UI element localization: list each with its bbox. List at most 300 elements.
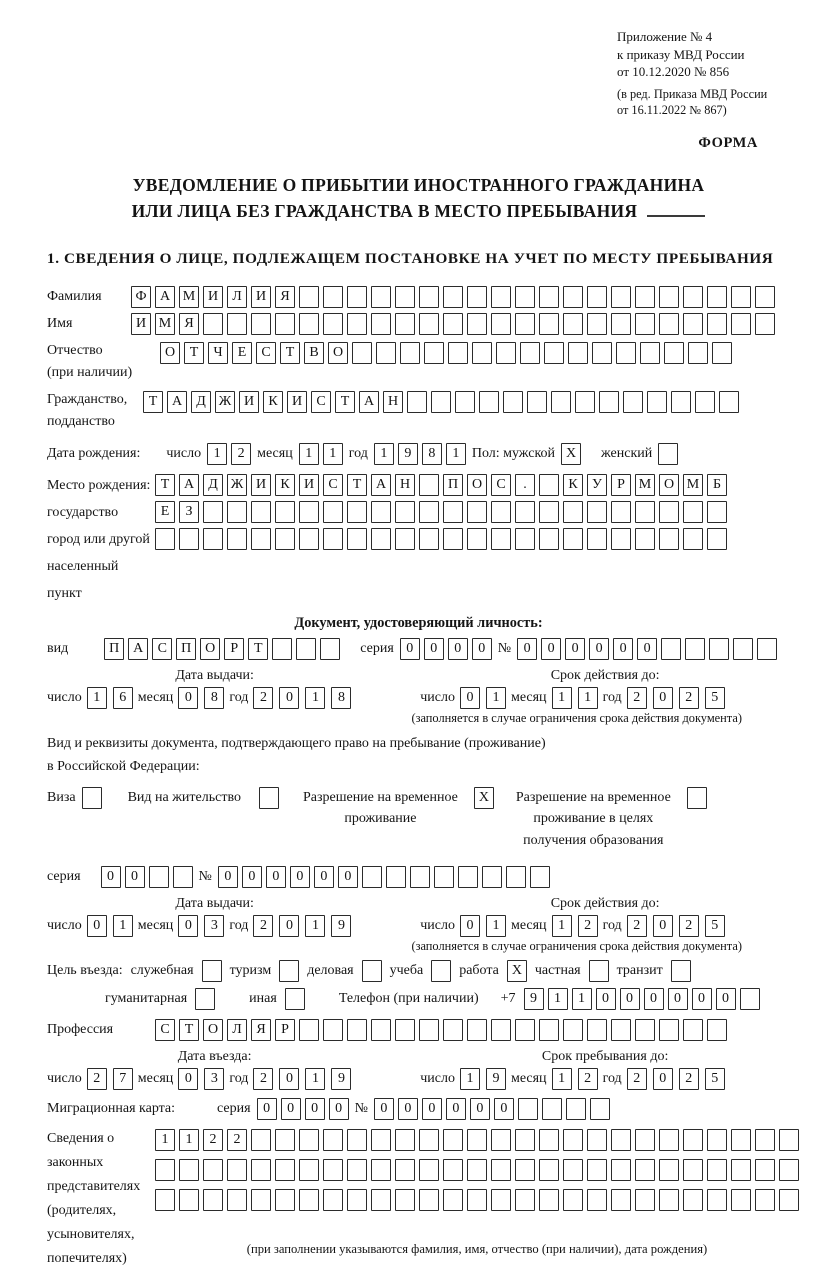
- char-cell[interactable]: 1: [305, 687, 325, 709]
- char-cell[interactable]: 0: [637, 638, 657, 660]
- char-cell[interactable]: [587, 1129, 607, 1151]
- char-cell[interactable]: О: [467, 474, 487, 496]
- char-cell[interactable]: 2: [627, 915, 647, 937]
- purpose-business-checkbox[interactable]: [362, 960, 382, 982]
- char-cell[interactable]: 1: [305, 1068, 325, 1090]
- char-cell[interactable]: [491, 1159, 511, 1181]
- char-cell[interactable]: [755, 286, 775, 308]
- char-cell[interactable]: [659, 1019, 679, 1041]
- char-cell[interactable]: [707, 1159, 727, 1181]
- char-cell[interactable]: 5: [705, 915, 725, 937]
- char-cell[interactable]: 2: [679, 1068, 699, 1090]
- char-cell[interactable]: 0: [400, 638, 420, 660]
- char-cell[interactable]: 0: [398, 1098, 418, 1120]
- char-cell[interactable]: [683, 528, 703, 550]
- char-cell[interactable]: 0: [613, 638, 633, 660]
- char-cell[interactable]: [640, 342, 660, 364]
- char-cell[interactable]: [299, 1189, 319, 1211]
- char-cell[interactable]: 0: [125, 866, 145, 888]
- char-cell[interactable]: [709, 638, 729, 660]
- char-cell[interactable]: [443, 1129, 463, 1151]
- char-cell[interactable]: Д: [203, 474, 223, 496]
- char-cell[interactable]: [203, 501, 223, 523]
- char-cell[interactable]: [251, 313, 271, 335]
- char-cell[interactable]: [275, 1129, 295, 1151]
- char-cell[interactable]: А: [179, 474, 199, 496]
- char-cell[interactable]: [347, 313, 367, 335]
- char-cell[interactable]: [491, 528, 511, 550]
- char-cell[interactable]: [419, 286, 439, 308]
- char-cell[interactable]: [395, 286, 415, 308]
- char-cell[interactable]: [635, 501, 655, 523]
- char-cell[interactable]: Р: [611, 474, 631, 496]
- char-cell[interactable]: [149, 866, 169, 888]
- char-cell[interactable]: [683, 286, 703, 308]
- visa-checkbox[interactable]: [82, 787, 102, 809]
- char-cell[interactable]: [683, 1189, 703, 1211]
- char-cell[interactable]: 9: [331, 915, 351, 937]
- char-cell[interactable]: С: [491, 474, 511, 496]
- char-cell[interactable]: 1: [572, 988, 592, 1010]
- char-cell[interactable]: [443, 286, 463, 308]
- char-cell[interactable]: Т: [335, 391, 355, 413]
- char-cell[interactable]: 1: [179, 1129, 199, 1151]
- char-cell[interactable]: Т: [143, 391, 163, 413]
- char-cell[interactable]: [563, 1189, 583, 1211]
- char-cell[interactable]: [467, 501, 487, 523]
- char-cell[interactable]: 9: [331, 1068, 351, 1090]
- char-cell[interactable]: 0: [692, 988, 712, 1010]
- char-cell[interactable]: 1: [207, 443, 227, 465]
- char-cell[interactable]: И: [203, 286, 223, 308]
- char-cell[interactable]: [227, 1159, 247, 1181]
- char-cell[interactable]: [740, 988, 760, 1010]
- char-cell[interactable]: 0: [314, 866, 334, 888]
- char-cell[interactable]: [611, 313, 631, 335]
- char-cell[interactable]: О: [160, 342, 180, 364]
- char-cell[interactable]: С: [323, 474, 343, 496]
- char-cell[interactable]: [491, 1019, 511, 1041]
- char-cell[interactable]: [719, 391, 739, 413]
- char-cell[interactable]: [352, 342, 372, 364]
- char-cell[interactable]: [386, 866, 406, 888]
- char-cell[interactable]: [664, 342, 684, 364]
- char-cell[interactable]: 8: [331, 687, 351, 709]
- char-cell[interactable]: [227, 1189, 247, 1211]
- char-cell[interactable]: [395, 1129, 415, 1151]
- char-cell[interactable]: [467, 1189, 487, 1211]
- char-cell[interactable]: [443, 1189, 463, 1211]
- char-cell[interactable]: [542, 1098, 562, 1120]
- char-cell[interactable]: [272, 638, 292, 660]
- char-cell[interactable]: [647, 391, 667, 413]
- char-cell[interactable]: 0: [279, 687, 299, 709]
- char-cell[interactable]: [347, 501, 367, 523]
- char-cell[interactable]: В: [304, 342, 324, 364]
- char-cell[interactable]: 6: [113, 687, 133, 709]
- temp-residence-edu-checkbox[interactable]: [687, 787, 707, 809]
- char-cell[interactable]: [203, 1159, 223, 1181]
- char-cell[interactable]: 2: [578, 915, 598, 937]
- char-cell[interactable]: [515, 1159, 535, 1181]
- char-cell[interactable]: 1: [548, 988, 568, 1010]
- char-cell[interactable]: [659, 501, 679, 523]
- char-cell[interactable]: [683, 1019, 703, 1041]
- char-cell[interactable]: [251, 1159, 271, 1181]
- char-cell[interactable]: 0: [517, 638, 537, 660]
- char-cell[interactable]: 1: [486, 687, 506, 709]
- char-cell[interactable]: [496, 342, 516, 364]
- char-cell[interactable]: З: [179, 501, 199, 523]
- char-cell[interactable]: 2: [627, 687, 647, 709]
- char-cell[interactable]: [299, 286, 319, 308]
- char-cell[interactable]: [203, 1189, 223, 1211]
- char-cell[interactable]: [515, 1019, 535, 1041]
- char-cell[interactable]: М: [179, 286, 199, 308]
- char-cell[interactable]: Л: [227, 286, 247, 308]
- char-cell[interactable]: [443, 501, 463, 523]
- char-cell[interactable]: Н: [383, 391, 403, 413]
- char-cell[interactable]: Я: [275, 286, 295, 308]
- char-cell[interactable]: [530, 866, 550, 888]
- char-cell[interactable]: 0: [716, 988, 736, 1010]
- char-cell[interactable]: [587, 1019, 607, 1041]
- char-cell[interactable]: [575, 391, 595, 413]
- char-cell[interactable]: [296, 638, 316, 660]
- char-cell[interactable]: 9: [486, 1068, 506, 1090]
- char-cell[interactable]: [520, 342, 540, 364]
- char-cell[interactable]: [563, 528, 583, 550]
- char-cell[interactable]: 0: [329, 1098, 349, 1120]
- char-cell[interactable]: С: [152, 638, 172, 660]
- char-cell[interactable]: Т: [179, 1019, 199, 1041]
- char-cell[interactable]: [707, 286, 727, 308]
- char-cell[interactable]: [419, 528, 439, 550]
- char-cell[interactable]: [707, 528, 727, 550]
- char-cell[interactable]: 0: [178, 915, 198, 937]
- char-cell[interactable]: [482, 866, 502, 888]
- char-cell[interactable]: 0: [305, 1098, 325, 1120]
- char-cell[interactable]: С: [256, 342, 276, 364]
- char-cell[interactable]: [611, 1019, 631, 1041]
- char-cell[interactable]: О: [659, 474, 679, 496]
- char-cell[interactable]: [227, 501, 247, 523]
- char-cell[interactable]: 0: [422, 1098, 442, 1120]
- char-cell[interactable]: 0: [653, 687, 673, 709]
- char-cell[interactable]: [179, 1159, 199, 1181]
- char-cell[interactable]: [275, 1189, 295, 1211]
- char-cell[interactable]: [563, 1159, 583, 1181]
- char-cell[interactable]: [757, 638, 777, 660]
- char-cell[interactable]: К: [263, 391, 283, 413]
- char-cell[interactable]: Т: [280, 342, 300, 364]
- char-cell[interactable]: [323, 1189, 343, 1211]
- char-cell[interactable]: М: [155, 313, 175, 335]
- char-cell[interactable]: [635, 1189, 655, 1211]
- char-cell[interactable]: 3: [204, 1068, 224, 1090]
- char-cell[interactable]: [491, 286, 511, 308]
- char-cell[interactable]: 1: [460, 1068, 480, 1090]
- char-cell[interactable]: [563, 1129, 583, 1151]
- char-cell[interactable]: Р: [275, 1019, 295, 1041]
- char-cell[interactable]: 0: [178, 1068, 198, 1090]
- char-cell[interactable]: К: [275, 474, 295, 496]
- char-cell[interactable]: [299, 313, 319, 335]
- char-cell[interactable]: [712, 342, 732, 364]
- char-cell[interactable]: [515, 1129, 535, 1151]
- char-cell[interactable]: С: [311, 391, 331, 413]
- char-cell[interactable]: К: [563, 474, 583, 496]
- char-cell[interactable]: 0: [218, 866, 238, 888]
- char-cell[interactable]: 1: [87, 687, 107, 709]
- char-cell[interactable]: Е: [232, 342, 252, 364]
- char-cell[interactable]: [659, 1129, 679, 1151]
- char-cell[interactable]: Т: [248, 638, 268, 660]
- char-cell[interactable]: А: [167, 391, 187, 413]
- char-cell[interactable]: 0: [257, 1098, 277, 1120]
- char-cell[interactable]: [431, 391, 451, 413]
- char-cell[interactable]: [400, 342, 420, 364]
- char-cell[interactable]: 0: [596, 988, 616, 1010]
- char-cell[interactable]: [707, 1189, 727, 1211]
- char-cell[interactable]: И: [251, 286, 271, 308]
- char-cell[interactable]: [755, 1159, 775, 1181]
- char-cell[interactable]: [251, 1129, 271, 1151]
- char-cell[interactable]: 2: [253, 915, 273, 937]
- char-cell[interactable]: [683, 1129, 703, 1151]
- char-cell[interactable]: 0: [448, 638, 468, 660]
- char-cell[interactable]: [539, 1159, 559, 1181]
- char-cell[interactable]: [599, 391, 619, 413]
- char-cell[interactable]: П: [104, 638, 124, 660]
- char-cell[interactable]: [688, 342, 708, 364]
- char-cell[interactable]: [506, 866, 526, 888]
- char-cell[interactable]: [323, 528, 343, 550]
- char-cell[interactable]: 1: [113, 915, 133, 937]
- char-cell[interactable]: [323, 501, 343, 523]
- char-cell[interactable]: 0: [494, 1098, 514, 1120]
- char-cell[interactable]: [347, 286, 367, 308]
- char-cell[interactable]: [323, 1129, 343, 1151]
- char-cell[interactable]: 1: [323, 443, 343, 465]
- char-cell[interactable]: 8: [422, 443, 442, 465]
- char-cell[interactable]: [707, 1019, 727, 1041]
- char-cell[interactable]: 0: [266, 866, 286, 888]
- char-cell[interactable]: 1: [305, 915, 325, 937]
- char-cell[interactable]: 0: [565, 638, 585, 660]
- char-cell[interactable]: [467, 528, 487, 550]
- char-cell[interactable]: 2: [231, 443, 251, 465]
- char-cell[interactable]: [755, 1129, 775, 1151]
- char-cell[interactable]: [587, 528, 607, 550]
- char-cell[interactable]: И: [251, 474, 271, 496]
- char-cell[interactable]: 2: [578, 1068, 598, 1090]
- char-cell[interactable]: 1: [552, 1068, 572, 1090]
- char-cell[interactable]: [443, 528, 463, 550]
- char-cell[interactable]: [515, 1189, 535, 1211]
- char-cell[interactable]: [173, 866, 193, 888]
- char-cell[interactable]: 0: [644, 988, 664, 1010]
- char-cell[interactable]: [659, 286, 679, 308]
- char-cell[interactable]: 1: [578, 687, 598, 709]
- char-cell[interactable]: [371, 313, 391, 335]
- char-cell[interactable]: [179, 1189, 199, 1211]
- char-cell[interactable]: А: [155, 286, 175, 308]
- char-cell[interactable]: 0: [472, 638, 492, 660]
- char-cell[interactable]: Т: [184, 342, 204, 364]
- char-cell[interactable]: 0: [281, 1098, 301, 1120]
- char-cell[interactable]: [616, 342, 636, 364]
- char-cell[interactable]: 9: [524, 988, 544, 1010]
- char-cell[interactable]: 1: [374, 443, 394, 465]
- char-cell[interactable]: [410, 866, 430, 888]
- char-cell[interactable]: [371, 1129, 391, 1151]
- temp-residence-checkbox[interactable]: X: [474, 787, 494, 809]
- char-cell[interactable]: О: [200, 638, 220, 660]
- char-cell[interactable]: 1: [552, 915, 572, 937]
- char-cell[interactable]: [587, 286, 607, 308]
- char-cell[interactable]: [779, 1129, 799, 1151]
- char-cell[interactable]: [299, 1159, 319, 1181]
- char-cell[interactable]: [515, 501, 535, 523]
- char-cell[interactable]: 0: [87, 915, 107, 937]
- char-cell[interactable]: [707, 313, 727, 335]
- char-cell[interactable]: [472, 342, 492, 364]
- char-cell[interactable]: 5: [705, 1068, 725, 1090]
- purpose-transit-checkbox[interactable]: [671, 960, 691, 982]
- char-cell[interactable]: [347, 528, 367, 550]
- char-cell[interactable]: Т: [347, 474, 367, 496]
- char-cell[interactable]: [683, 501, 703, 523]
- char-cell[interactable]: Т: [155, 474, 175, 496]
- char-cell[interactable]: [395, 528, 415, 550]
- char-cell[interactable]: [755, 313, 775, 335]
- char-cell[interactable]: [419, 1019, 439, 1041]
- char-cell[interactable]: О: [328, 342, 348, 364]
- char-cell[interactable]: [299, 1129, 319, 1151]
- char-cell[interactable]: О: [203, 1019, 223, 1041]
- char-cell[interactable]: [362, 866, 382, 888]
- char-cell[interactable]: [376, 342, 396, 364]
- char-cell[interactable]: [611, 286, 631, 308]
- char-cell[interactable]: 2: [627, 1068, 647, 1090]
- char-cell[interactable]: [203, 528, 223, 550]
- char-cell[interactable]: [551, 391, 571, 413]
- char-cell[interactable]: [635, 1019, 655, 1041]
- char-cell[interactable]: [661, 638, 681, 660]
- char-cell[interactable]: [518, 1098, 538, 1120]
- char-cell[interactable]: 3: [204, 915, 224, 937]
- char-cell[interactable]: [707, 501, 727, 523]
- char-cell[interactable]: [419, 313, 439, 335]
- char-cell[interactable]: [323, 1159, 343, 1181]
- char-cell[interactable]: [320, 638, 340, 660]
- char-cell[interactable]: [407, 391, 427, 413]
- char-cell[interactable]: [635, 1159, 655, 1181]
- char-cell[interactable]: Е: [155, 501, 175, 523]
- char-cell[interactable]: 1: [486, 915, 506, 937]
- char-cell[interactable]: [443, 1159, 463, 1181]
- char-cell[interactable]: [371, 1189, 391, 1211]
- char-cell[interactable]: Д: [191, 391, 211, 413]
- char-cell[interactable]: [623, 391, 643, 413]
- char-cell[interactable]: [458, 866, 478, 888]
- char-cell[interactable]: 0: [460, 687, 480, 709]
- char-cell[interactable]: [419, 474, 439, 496]
- char-cell[interactable]: [395, 313, 415, 335]
- char-cell[interactable]: [323, 313, 343, 335]
- char-cell[interactable]: [659, 1189, 679, 1211]
- char-cell[interactable]: 2: [253, 687, 273, 709]
- char-cell[interactable]: [419, 501, 439, 523]
- char-cell[interactable]: Р: [224, 638, 244, 660]
- char-cell[interactable]: [395, 1159, 415, 1181]
- char-cell[interactable]: И: [131, 313, 151, 335]
- char-cell[interactable]: 2: [253, 1068, 273, 1090]
- char-cell[interactable]: [539, 1189, 559, 1211]
- sex-female-checkbox[interactable]: [658, 443, 678, 465]
- char-cell[interactable]: 2: [679, 687, 699, 709]
- char-cell[interactable]: 0: [460, 915, 480, 937]
- char-cell[interactable]: [227, 313, 247, 335]
- char-cell[interactable]: [707, 1129, 727, 1151]
- char-cell[interactable]: [443, 1019, 463, 1041]
- char-cell[interactable]: [467, 313, 487, 335]
- char-cell[interactable]: [539, 286, 559, 308]
- char-cell[interactable]: [371, 501, 391, 523]
- char-cell[interactable]: [695, 391, 715, 413]
- char-cell[interactable]: [635, 528, 655, 550]
- char-cell[interactable]: А: [359, 391, 379, 413]
- char-cell[interactable]: 0: [242, 866, 262, 888]
- char-cell[interactable]: 0: [290, 866, 310, 888]
- char-cell[interactable]: [299, 501, 319, 523]
- char-cell[interactable]: [683, 313, 703, 335]
- char-cell[interactable]: [443, 313, 463, 335]
- char-cell[interactable]: [275, 1159, 295, 1181]
- char-cell[interactable]: [467, 1159, 487, 1181]
- char-cell[interactable]: 0: [668, 988, 688, 1010]
- char-cell[interactable]: [755, 1189, 775, 1211]
- char-cell[interactable]: Ф: [131, 286, 151, 308]
- char-cell[interactable]: 0: [338, 866, 358, 888]
- char-cell[interactable]: [467, 286, 487, 308]
- char-cell[interactable]: [611, 1189, 631, 1211]
- char-cell[interactable]: [347, 1189, 367, 1211]
- char-cell[interactable]: Б: [707, 474, 727, 496]
- char-cell[interactable]: [347, 1159, 367, 1181]
- char-cell[interactable]: [539, 313, 559, 335]
- char-cell[interactable]: 0: [424, 638, 444, 660]
- char-cell[interactable]: [347, 1129, 367, 1151]
- char-cell[interactable]: [587, 1189, 607, 1211]
- char-cell[interactable]: Я: [179, 313, 199, 335]
- char-cell[interactable]: [251, 1189, 271, 1211]
- char-cell[interactable]: [179, 528, 199, 550]
- char-cell[interactable]: 0: [653, 915, 673, 937]
- char-cell[interactable]: [587, 313, 607, 335]
- char-cell[interactable]: [731, 1159, 751, 1181]
- char-cell[interactable]: П: [176, 638, 196, 660]
- char-cell[interactable]: 0: [279, 915, 299, 937]
- char-cell[interactable]: М: [683, 474, 703, 496]
- char-cell[interactable]: Л: [227, 1019, 247, 1041]
- char-cell[interactable]: 1: [446, 443, 466, 465]
- char-cell[interactable]: [563, 1019, 583, 1041]
- char-cell[interactable]: [539, 1019, 559, 1041]
- char-cell[interactable]: С: [155, 1019, 175, 1041]
- char-cell[interactable]: [685, 638, 705, 660]
